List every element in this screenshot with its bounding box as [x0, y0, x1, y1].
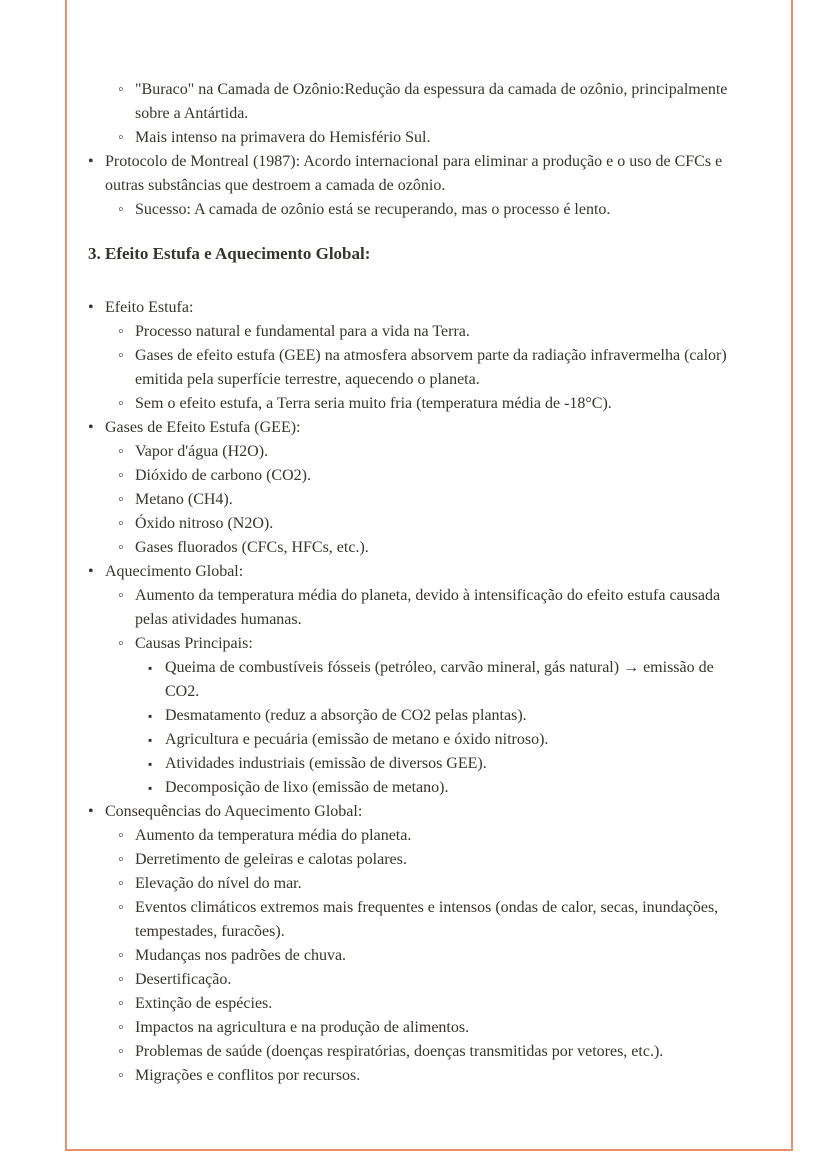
list-item: [118, 78, 738, 126]
list-item-text: Aumento da temperatura média do planeta, devido à intensificação do efeito estufa causada pelas atividades humanas.: [135, 587, 721, 628]
list-item-text: Decomposição de lixo (emissão de metano).: [165, 779, 449, 796]
list-item: [118, 198, 738, 222]
bullet-circle-icon: ◦: [118, 491, 124, 508]
list-item: [118, 440, 738, 464]
list-item: [118, 848, 738, 872]
list-item-text: Metano (CH4).: [135, 491, 233, 508]
list-item-text: Gases fluorados (CFCs, HFCs, etc.).: [135, 539, 369, 556]
list-item: [148, 752, 738, 776]
bullet-disc-icon: •: [88, 153, 94, 170]
bullet-square-icon: ▪: [148, 733, 153, 747]
list-item: [88, 296, 738, 320]
bullet-circle-icon: ◦: [118, 129, 124, 146]
list-item-text: Elevação do nível do mar.: [135, 875, 302, 892]
bullet-circle-icon: ◦: [118, 467, 124, 484]
list-item: [118, 126, 738, 150]
bullet-circle-icon: ◦: [118, 395, 124, 412]
list-item: [118, 344, 738, 392]
bullet-circle-icon: ◦: [118, 635, 124, 652]
bullet-circle-icon: ◦: [118, 1043, 124, 1060]
list-item-text: Efeito Estufa:: [105, 299, 194, 316]
page-border-right: [791, 0, 793, 1151]
list-item: [88, 416, 738, 440]
bullet-square-icon: ▪: [148, 781, 153, 795]
list-item: [118, 320, 738, 344]
bullet-circle-icon: ◦: [118, 443, 124, 460]
bullet-circle-icon: ◦: [118, 323, 124, 340]
bullet-disc-icon: •: [88, 563, 94, 580]
list-item-text: Gases de efeito estufa (GEE) na atmosfera absorvem parte da radiação infravermelha (calor) emitida pela superfície terrestre, aquecendo o planeta.: [135, 347, 727, 388]
list-item-text: Protocolo de Montreal (1987): Acordo internacional para eliminar a produção e o uso de CFCs e outras substâncias que destroem a camada de ozônio.: [105, 153, 723, 194]
list-item-text: "Buraco" na Camada de Ozônio:Redução da espessura da camada de ozônio, principalmente sobre a Antártida.: [135, 81, 728, 122]
list-item-text: Mudanças nos padrões de chuva.: [135, 947, 347, 964]
list-item-text: Gases de Efeito Estufa (GEE):: [105, 419, 301, 436]
list-item-text: Atividades industriais (emissão de diversos GEE).: [165, 755, 487, 772]
list-item-text: Eventos climáticos extremos mais frequentes e intensos (ondas de calor, secas, inundações, tempestades, furacões).: [135, 899, 719, 940]
bullet-square-icon: ▪: [148, 661, 153, 675]
list-item: [118, 992, 738, 1016]
list-item: [118, 896, 738, 944]
bullet-circle-icon: ◦: [118, 539, 124, 556]
list-item: [118, 1064, 738, 1088]
bullet-circle-icon: ◦: [118, 515, 124, 532]
page-border-left: [65, 0, 67, 1151]
bullet-circle-icon: ◦: [118, 201, 124, 218]
list-item-text: Sucesso: A camada de ozônio está se recuperando, mas o processo é lento.: [135, 201, 611, 218]
list-item: [88, 150, 738, 198]
list-item-text: Migrações e conflitos por recursos.: [135, 1067, 361, 1084]
list-item: [118, 464, 738, 488]
bullet-circle-icon: ◦: [118, 995, 124, 1012]
list-item: [118, 944, 738, 968]
list-item: [118, 536, 738, 560]
list-item: [148, 728, 738, 752]
list-item-text: Desmatamento (reduz a absorção de CO2 pelas plantas).: [165, 707, 527, 724]
bullet-circle-icon: ◦: [118, 347, 124, 364]
bullet-circle-icon: ◦: [118, 971, 124, 988]
list-item-text: Vapor d'água (H2O).: [135, 443, 269, 460]
bullet-circle-icon: ◦: [118, 587, 124, 604]
bullet-square-icon: ▪: [148, 757, 153, 771]
bullet-disc-icon: •: [88, 419, 94, 436]
list-item-text: Derretimento de geleiras e calotas polares.: [135, 851, 407, 868]
bullet-disc-icon: •: [88, 299, 94, 316]
list-item: [118, 512, 738, 536]
section-heading: 3. Efeito Estufa e Aquecimento Global:: [88, 244, 371, 263]
list-item: [118, 584, 738, 632]
bullet-circle-icon: ◦: [118, 81, 124, 98]
bullet-circle-icon: ◦: [118, 851, 124, 868]
bullet-circle-icon: ◦: [118, 899, 124, 916]
list-item-text: Sem o efeito estufa, a Terra seria muito fria (temperatura média de -18°C).: [135, 395, 612, 412]
list-item: [118, 1040, 738, 1064]
list-item: [148, 776, 738, 800]
document-content: [88, 78, 738, 1088]
list-item-text: Mais intenso na primavera do Hemisfério Sul.: [135, 129, 431, 146]
list-item-text: Causas Principais:: [135, 635, 253, 652]
list-item: [118, 392, 738, 416]
list-item-text: Queima de combustíveis fósseis (petróleo, carvão mineral, gás natural) → emissão de CO2.: [165, 659, 714, 700]
list-item-text: Óxido nitroso (N2O).: [135, 515, 274, 532]
list-item-text: Processo natural e fundamental para a vida na Terra.: [135, 323, 470, 340]
bullet-circle-icon: ◦: [118, 875, 124, 892]
list-item-text: Extinção de espécies.: [135, 995, 273, 1012]
list-item-text: Consequências do Aquecimento Global:: [105, 803, 363, 820]
list-item: [88, 560, 738, 584]
list-item: [148, 704, 738, 728]
list-item: [118, 872, 738, 896]
list-item: [148, 656, 738, 704]
list-item-text: Problemas de saúde (doenças respiratórias, doenças transmitidas por vetores, etc.).: [135, 1043, 664, 1060]
list-item: [118, 968, 738, 992]
list-item: [88, 800, 738, 824]
page-border-bottom: [65, 1149, 793, 1151]
bullet-circle-icon: ◦: [118, 947, 124, 964]
bullet-circle-icon: ◦: [118, 1019, 124, 1036]
list-item-text: Impactos na agricultura e na produção de alimentos.: [135, 1019, 470, 1036]
list-item-text: Aumento da temperatura média do planeta.: [135, 827, 412, 844]
list-item-text: Dióxido de carbono (CO2).: [135, 467, 311, 484]
list-item: [118, 488, 738, 512]
bullet-circle-icon: ◦: [118, 827, 124, 844]
list-item-text: Desertificação.: [135, 971, 232, 988]
bullet-circle-icon: ◦: [118, 1067, 124, 1084]
list-item-text: Aquecimento Global:: [105, 563, 244, 580]
list-item-text: Agricultura e pecuária (emissão de metano e óxido nitroso).: [165, 731, 549, 748]
list-item: [118, 824, 738, 848]
list-item: [118, 1016, 738, 1040]
list-item: [118, 632, 738, 656]
bullet-disc-icon: •: [88, 803, 94, 820]
bullet-square-icon: ▪: [148, 709, 153, 723]
